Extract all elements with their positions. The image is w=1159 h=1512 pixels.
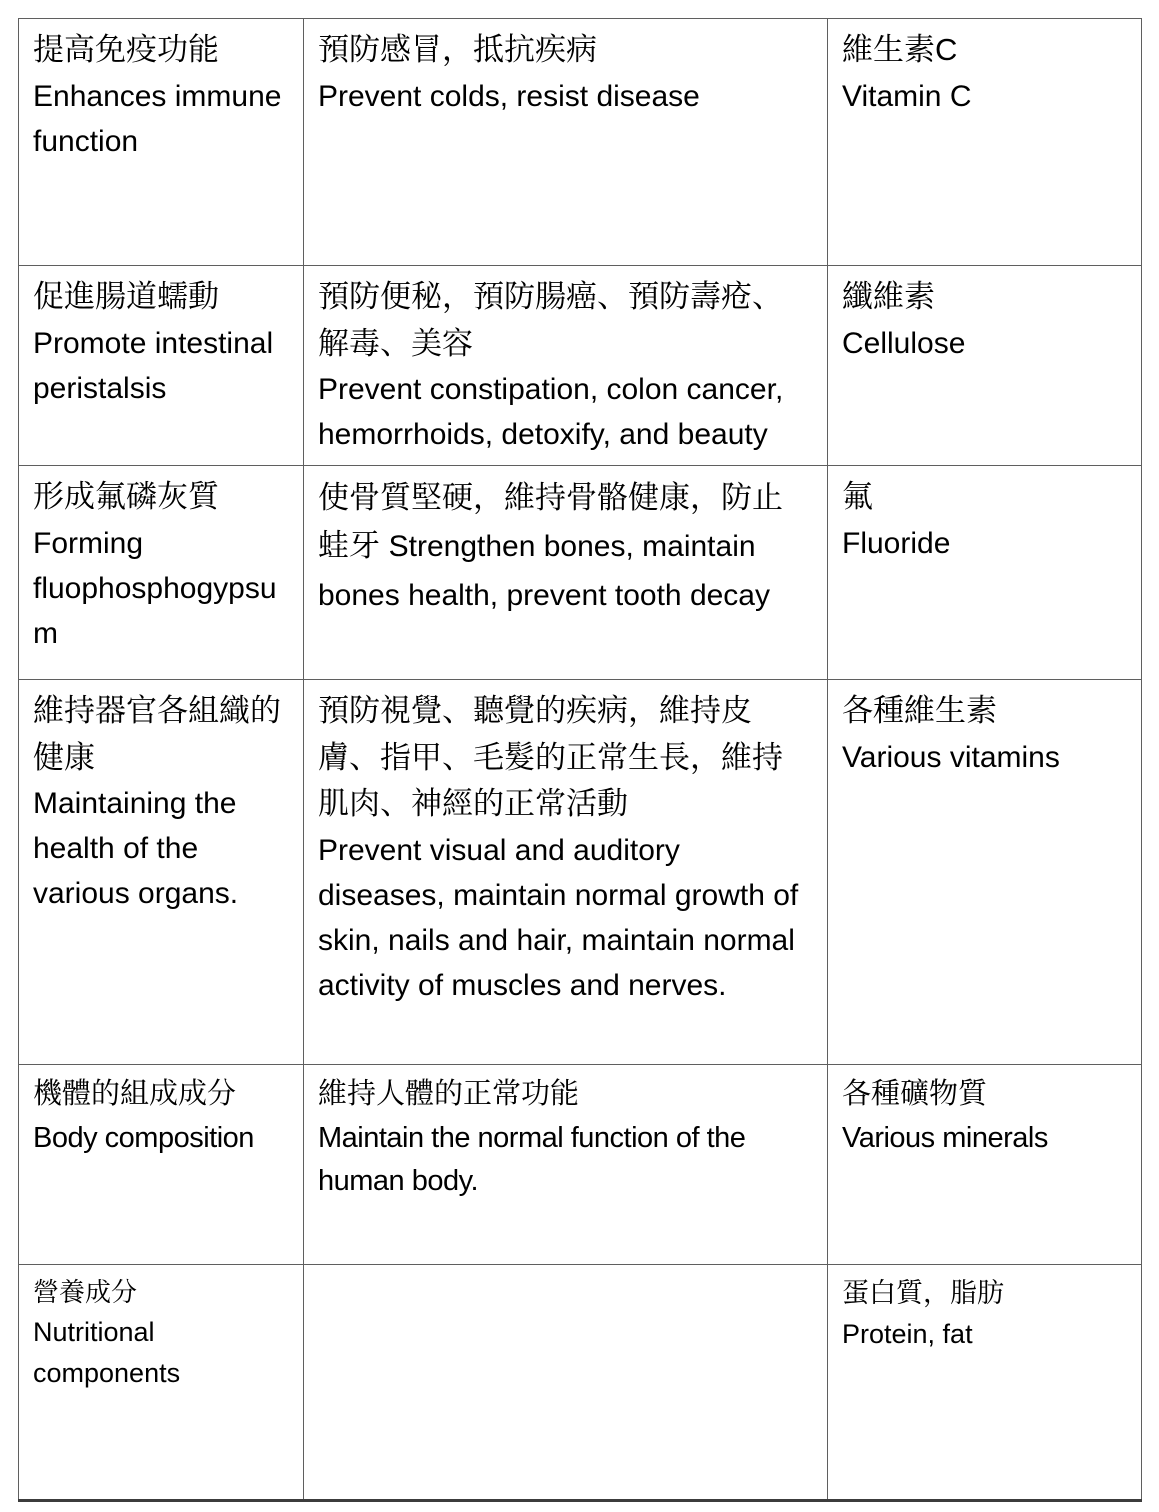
cell-english-text: Prevent visual and auditory diseases, maintain normal growth of skin, nails and hair, maintain normal activity of muscles and nerves. xyxy=(318,833,799,1002)
cell-chinese-text: 預防視覺、聽覺的疾病，維持皮膚、指甲、毛髮的正常生長，維持肌肉、神經的正常活動 xyxy=(318,693,783,821)
nutrition-table xyxy=(18,18,1142,1502)
table-row xyxy=(19,1265,1142,1501)
cell-english-text: Strengthen bones, maintain bones health, prevent tooth decay xyxy=(318,530,770,612)
cell-english-text: Protein, fat xyxy=(842,1318,973,1349)
table-cell xyxy=(828,266,1142,466)
table-cell xyxy=(304,266,828,466)
table-cell-empty xyxy=(304,1265,828,1501)
table-cell xyxy=(304,19,828,266)
table-row xyxy=(19,680,1142,1065)
table-cell xyxy=(828,19,1142,266)
table-cell xyxy=(304,1065,828,1265)
cell-english-text: Promote intestinal peristalsis xyxy=(33,326,274,405)
table-cell xyxy=(828,1265,1142,1501)
table-row xyxy=(19,266,1142,466)
table-cell xyxy=(19,466,304,680)
cell-chinese-text: 促進腸道蠕動 xyxy=(33,279,219,314)
table-row xyxy=(19,466,1142,680)
table-cell xyxy=(828,466,1142,680)
table-cell xyxy=(19,266,304,466)
cell-english-text: Various vitamins xyxy=(842,740,1060,774)
cell-english-text: Cellulose xyxy=(842,326,966,360)
table-cell xyxy=(19,19,304,266)
table-cell xyxy=(19,1265,304,1501)
cell-chinese-text: 纖維素 xyxy=(842,279,935,314)
cell-mixed-text xyxy=(318,474,813,619)
cell-chinese-text: 預防感冒，抵抗疾病 xyxy=(318,32,597,67)
cell-chinese-text: 維持人體的正常功能 xyxy=(318,1078,580,1110)
cell-chinese-text: 各種礦物質 xyxy=(842,1078,988,1110)
table-cell xyxy=(304,466,828,680)
cell-chinese-text: 維持器官各組織的健康 xyxy=(33,693,281,775)
cell-chinese-text: 機體的組成成分 xyxy=(33,1078,237,1110)
cell-chinese-text: 蛋白質，脂肪 xyxy=(842,1278,1004,1308)
cell-chinese-text: 各種維生素 xyxy=(842,693,997,728)
cell-english-text: Forming fluophosphogypsum xyxy=(33,526,277,650)
cell-chinese-text: 營養成分 xyxy=(33,1277,138,1307)
table-cell xyxy=(19,1065,304,1265)
cell-english-text: Maintain the normal function of the human body. xyxy=(318,1121,746,1197)
table-cell xyxy=(19,680,304,1065)
cell-chinese-text: 形成氟磷灰質 xyxy=(33,479,219,514)
cell-chinese-text: 維生素C xyxy=(842,32,958,67)
cell-english-text: Various minerals xyxy=(842,1121,1048,1154)
cell-english-text: Body composition xyxy=(33,1121,254,1154)
cell-chinese-text: 提高免疫功能 xyxy=(33,32,219,67)
cell-english-text: Prevent constipation, colon cancer, hemorrhoids, detoxify, and beauty xyxy=(318,373,784,451)
cell-english-text: Maintaining the health of the various organs. xyxy=(33,787,239,910)
table-cell xyxy=(828,1065,1142,1265)
table-cell xyxy=(304,680,828,1065)
cell-chinese-text: 預防便秘，預防腸癌、預防壽疮、解毒、美容 xyxy=(318,279,783,361)
table-row xyxy=(19,1065,1142,1265)
cell-chinese-text: 氟 xyxy=(842,479,873,514)
table-cell xyxy=(828,680,1142,1065)
cell-english-text: Prevent colds, resist disease xyxy=(318,79,700,113)
cell-english-text: Fluoride xyxy=(842,526,951,560)
cell-chinese-text: 使骨質堅硬，維持骨骼健康，防止蛙牙 xyxy=(318,480,783,564)
cell-english-text: Nutritional components xyxy=(33,1317,181,1388)
cell-english-text: Vitamin C xyxy=(842,79,972,113)
table-row xyxy=(19,19,1142,266)
cell-english-text: Enhances immune function xyxy=(33,79,282,158)
